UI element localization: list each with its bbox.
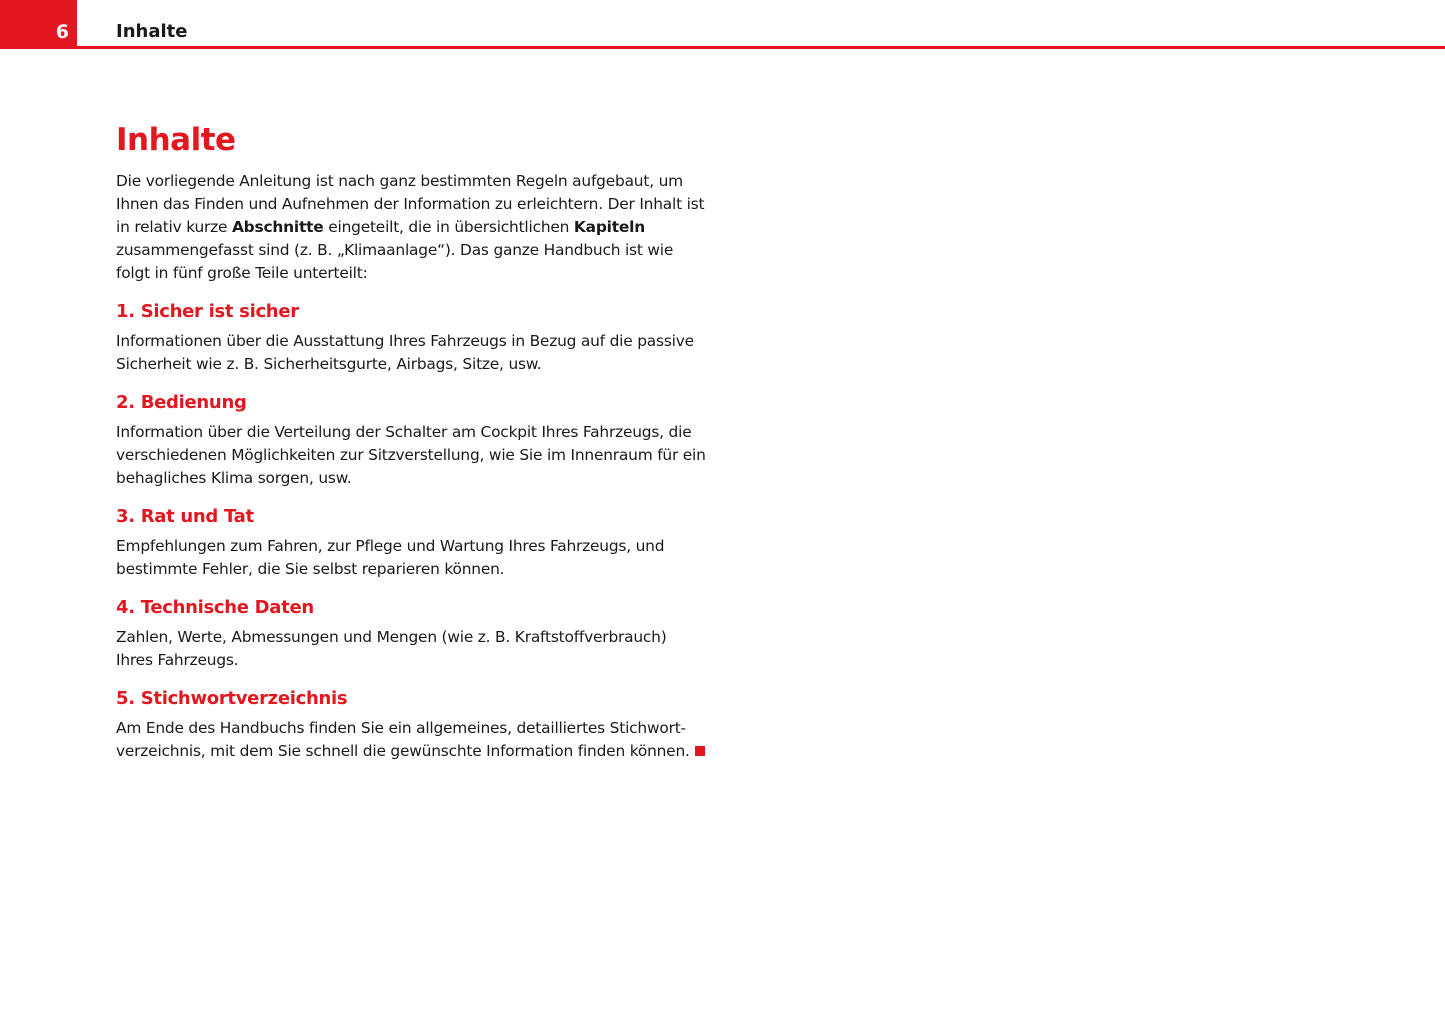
section-text-5: Am Ende des Handbuchs finden Sie ein allgemeines, detailliertes Stichwort-verzeichnis, mit dem Sie schnell die gewünschte Information finden können.: [116, 719, 690, 760]
end-of-section-square-icon: [695, 746, 705, 756]
section-heading-3: 3. Rat und Tat: [116, 506, 254, 527]
running-header-title: Inhalte: [116, 21, 188, 42]
section-text-4: Zahlen, Werte, Abmessungen und Mengen (wie z. B. Kraftstoffverbrauch) Ihres Fahrzeugs.: [116, 628, 667, 669]
section-heading-5: 5. Stichwortverzeichnis: [116, 688, 348, 709]
page-number-box: [0, 0, 77, 49]
section-text-1: Informationen über die Ausstattung Ihres Fahrzeugs in Bezug auf die passive Sicherheit wie z. B. Sicherheitsgurte, Airbags, Sitze, usw.: [116, 332, 694, 373]
section-heading-4: 4. Technische Daten: [116, 597, 314, 618]
page-number: 6: [55, 21, 69, 43]
page-header: [0, 0, 1445, 49]
intro-text-2: eingeteilt, die in übersichtlichen: [323, 218, 574, 236]
section-heading-2: 2. Bedienung: [116, 392, 247, 413]
section-heading-1: 1. Sicher ist sicher: [116, 301, 299, 322]
intro-text-3: zusammengefasst sind (z. B. „Klimaanlage“). Das ganze Handbuch ist wie folgt in fünf große Teile unterteilt:: [116, 241, 674, 282]
intro-text-1: Die vorliegende Anleitung ist nach ganz bestimmten Regeln aufgebaut, um Ihnen das Finden und Aufnehmen der Information zu erleichtern. Der Inhalt ist in relativ kurze: [116, 172, 705, 236]
main-content: [116, 120, 706, 763]
header-rule: [77, 46, 1445, 49]
section-text-3: Empfehlungen zum Fahren, zur Pflege und Wartung Ihres Fahrzeugs, und bestimmte Fehler, die Sie selbst reparieren können.: [116, 537, 665, 578]
intro-paragraph: [116, 170, 706, 285]
section-text-2: Information über die Verteilung der Schalter am Cockpit Ihres Fahrzeugs, die verschiedenen Möglichkeiten zur Sitzverstellung, wie Sie im Innenraum für ein behagliches Klima sorgen, usw.: [116, 423, 706, 487]
intro-bold-abschnitte: Abschnitte: [231, 218, 324, 236]
intro-bold-kapiteln: Kapiteln: [573, 218, 645, 236]
section-paragraph-5: [116, 717, 706, 763]
page-title: Inhalte: [116, 122, 236, 158]
